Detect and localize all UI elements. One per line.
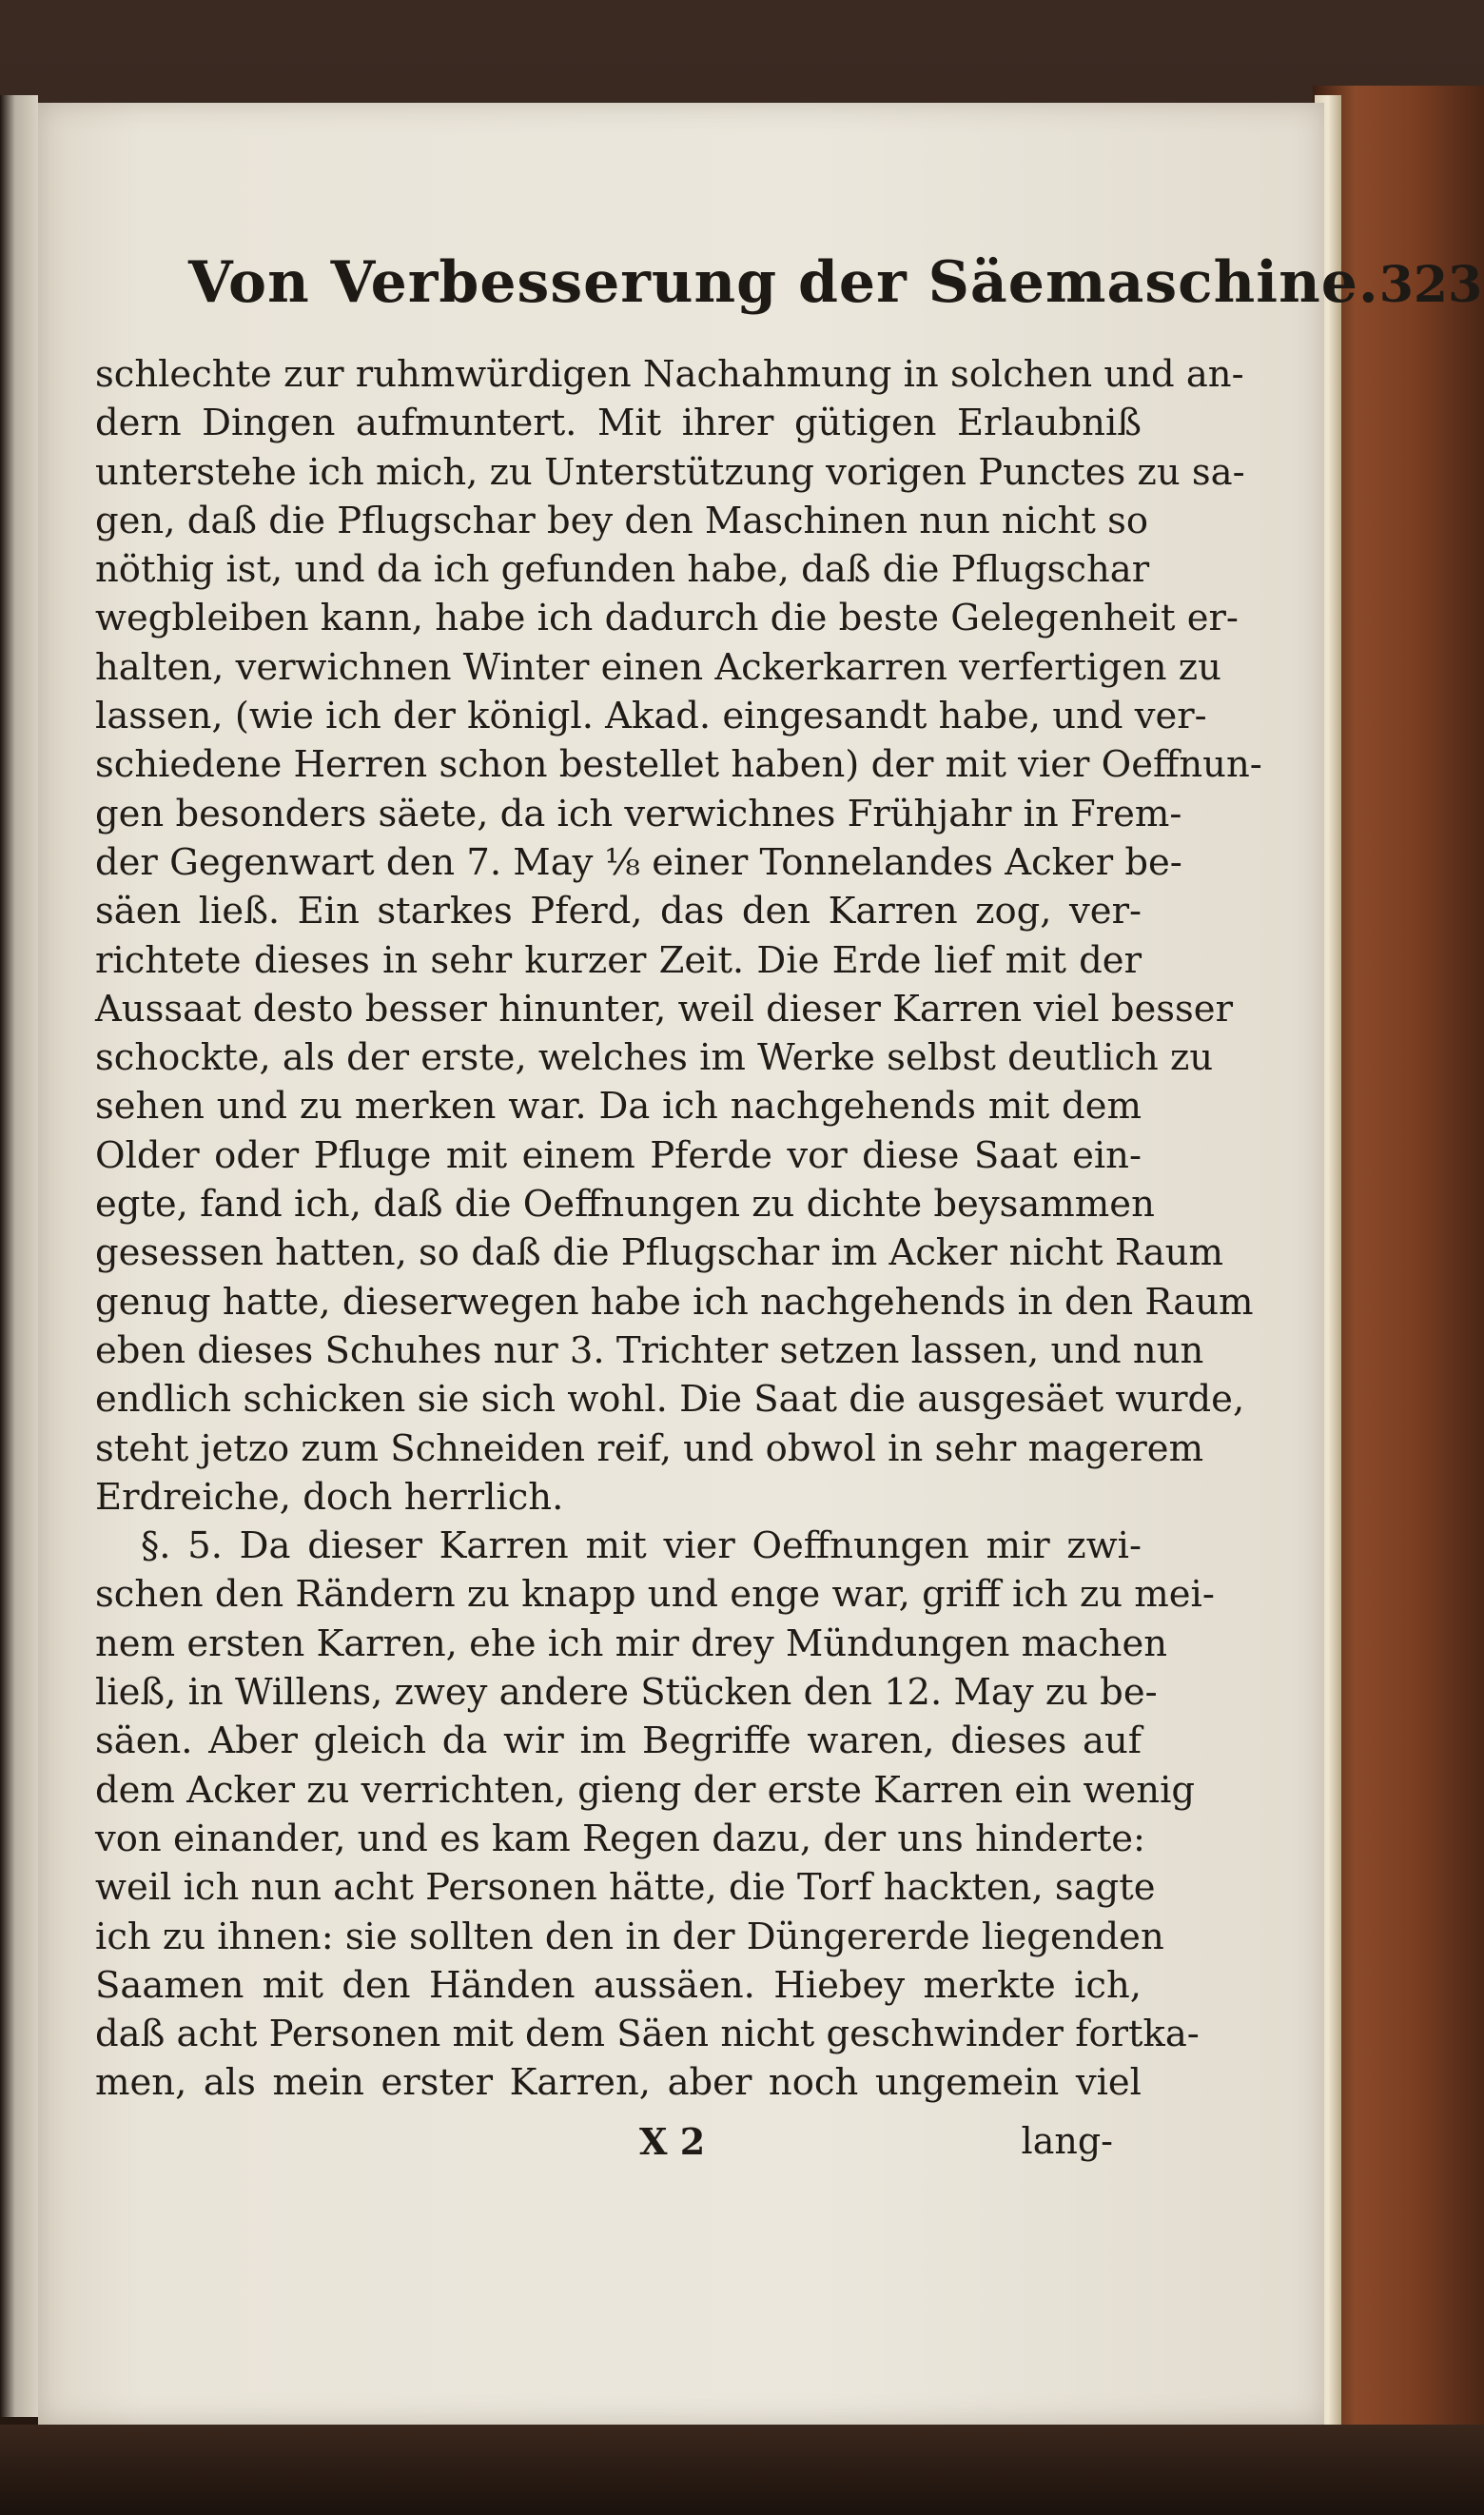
page-number: 323 [1378, 256, 1483, 314]
text-line: Aussaat desto besser hinunter, weil dieser Karren viel besser [95, 987, 1233, 1031]
body-text [95, 350, 1262, 2108]
text-line: nem ersten Karren, ehe ich mir drey Mündungen machen [95, 1621, 1168, 1665]
text-line: weil ich nun acht Personen hätte, die Torf hackten, sagte [95, 1866, 1156, 1910]
text-line: egte, fand ich, daß die Oeffnungen zu dichte beysammen [95, 1183, 1155, 1227]
text-line: daß acht Personen mit dem Säen nicht geschwinder fortka- [95, 2013, 1200, 2056]
text-line: schiedene Herren schon bestellet haben) der mit vier Oeffnun- [95, 743, 1262, 787]
text-line: halten, verwichnen Winter einen Ackerkarren verfertigen zu [95, 645, 1221, 689]
text-line: eben dieses Schuhes nur 3. Trichter setzen lassen, und nun [95, 1328, 1204, 1372]
text-line: gen, daß die Pflugschar bey den Maschinen nun nicht so [95, 499, 1149, 542]
text-line: genug hatte, dieserwegen habe ich nachgehends in den Raum [95, 1280, 1254, 1324]
text-line: dern Dingen aufmuntert. Mit ihrer gütigen Erlaubniß [95, 402, 1142, 445]
text-line: schen den Rändern zu knapp und enge war, griff ich zu mei- [95, 1573, 1215, 1617]
text-line: gesessen hatten, so daß die Pflugschar im Acker nicht Raum [95, 1231, 1223, 1275]
text-line: Erdreiche, doch herrlich. [95, 1475, 564, 1519]
text-line: ich zu ihnen: sie sollten den in der Düngererde liegenden [95, 1915, 1164, 1958]
text-line: steht jetzo zum Schneiden reif, und obwol in sehr magerem [95, 1426, 1204, 1470]
text-line: wegbleiben kann, habe ich dadurch die beste Gelegenheit er- [95, 597, 1239, 640]
text-line: säen ließ. Ein starkes Pferd, das den Karren zog, ver- [95, 890, 1142, 933]
text-line: schockte, als der erste, welches im Werke selbst deutlich zu [95, 1036, 1214, 1080]
text-line: Saamen mit den Händen aussäen. Hiebey merkte ich, [95, 1963, 1142, 2007]
text-line: unterstehe ich mich, zu Unterstützung vorigen Punctes zu sa- [95, 450, 1245, 494]
text-line: ließ, in Willens, zwey andere Stücken den 12. May zu be- [95, 1671, 1158, 1715]
bottom-shadow [0, 2425, 1484, 2515]
text-line: säen. Aber gleich da wir im Begriffe waren, dieses auf [95, 1719, 1142, 1763]
page-footer [95, 2120, 1142, 2177]
signature-mark: X 2 [639, 2120, 706, 2163]
text-line: nöthig ist, und da ich gefunden habe, daß die Pflugschar [95, 548, 1150, 592]
text-line: von einander, und es kam Regen dazu, der uns hinderte: [95, 1817, 1145, 1860]
text-line: gen besonders säete, da ich verwichnes Frühjahr in Frem- [95, 792, 1182, 835]
text-line: men, als mein erster Karren, aber noch ungemein viel [95, 2061, 1142, 2105]
section-heading-line: §. 5. Da dieser Karren mit vier Oeffnungen mir zwi- [141, 1524, 1142, 1568]
text-line: richtete dieses in sehr kurzer Zeit. Die Erde lief mit der [95, 938, 1142, 982]
catchword: lang- [1021, 2120, 1113, 2162]
text-line: schlechte zur ruhmwürdigen Nachahmung in solchen und an- [95, 353, 1244, 396]
text-line: Older oder Pfluge mit einem Pferde vor diese Saat ein- [95, 1133, 1142, 1177]
previous-page-edge [0, 95, 38, 2417]
text-line: der Gegenwart den 7. May ⅛ einer Tonnelandes Acker be- [95, 840, 1182, 884]
text-line: sehen und zu merken war. Da ich nachgehends mit dem [95, 1085, 1142, 1129]
text-line: dem Acker zu verrichten, gieng der erste Karren ein wenig [95, 1768, 1196, 1812]
text-line: endlich schicken sie sich wohl. Die Saat die ausgesäet wurde, [95, 1378, 1245, 1422]
running-header [188, 249, 1483, 337]
text-line: lassen, (wie ich der königl. Akad. eingesandt habe, und ver- [95, 695, 1207, 738]
page-title: Von Verbesserung der Säemaschine. [188, 249, 1379, 316]
